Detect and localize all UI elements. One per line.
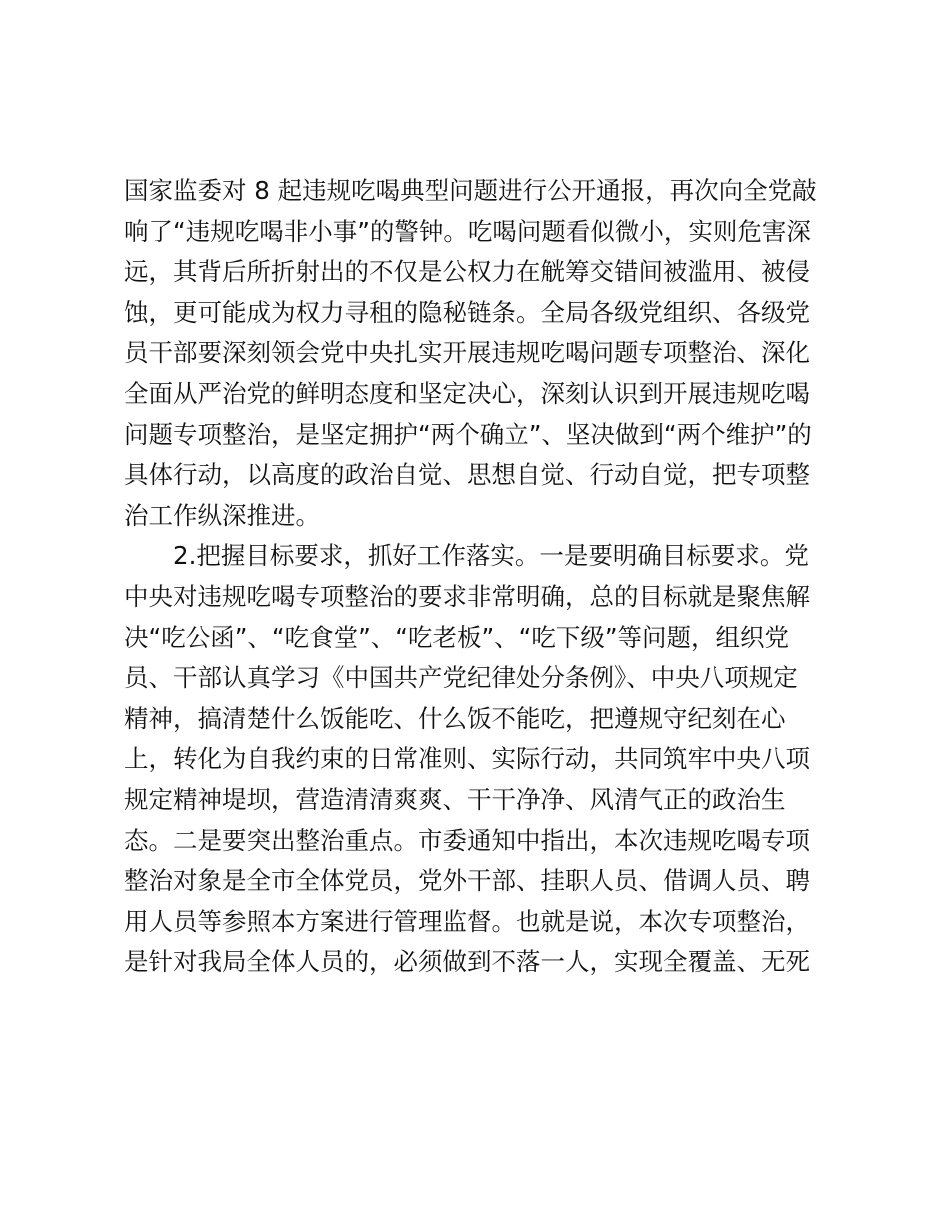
text-line-19: 用人员等参照本方案进行管理监督。也就是说，本次专项整治， xyxy=(124,906,810,936)
text-line-9: 治工作纵深推进。 xyxy=(124,500,320,530)
text-line-6: 全面从严治党的鲜明态度和坚定决心，深刻认识到开展违规吃喝 xyxy=(124,378,810,408)
text-line-4: 蚀，更可能成为权力寻租的隐秘链条。全局各级党组织、各级党 xyxy=(124,297,810,327)
text-line-5: 员干部要深刻领会党中央扎实开展违规吃喝问题专项整治、深化 xyxy=(124,338,810,368)
text-line-1: 国家监委对 8 起违规吃喝典型问题进行公开通报，再次向全党敲 xyxy=(124,176,817,205)
text-line-14: 精神，搞清楚什么饭能吃、什么饭不能吃，把遵规守纪刻在心 xyxy=(124,703,786,733)
text-line-7: 问题专项整治，是坚定拥护“两个确立”、坚决做到“两个维护”的 xyxy=(124,419,812,449)
text-line-8: 具体行动，以高度的政治自觉、思想自觉、行动自觉，把专项整 xyxy=(124,460,810,490)
text-line-3: 远，其背后所折射出的不仅是公权力在觥筹交错间被滥用、被侵 xyxy=(124,257,810,287)
text-line-13: 员、干部认真学习《中国共产党纪律处分条例》、中央八项规定 xyxy=(124,663,798,693)
text-line-17: 态。二是要突出整治重点。市委通知中指出，本次违规吃喝专项 xyxy=(124,825,810,855)
body-text xyxy=(124,171,826,983)
text-line-20: 是针对我局全体人员的，必须做到不落一人，实现全覆盖、无死 xyxy=(124,947,810,977)
text-line-18: 整治对象是全市全体党员，党外干部、挂职人员、借调人员、聘 xyxy=(124,866,810,896)
text-line-11: 中央对违规吃喝专项整治的要求非常明确，总的目标就是聚焦解 xyxy=(124,581,810,611)
text-line-2: 响了“违规吃喝非小事”的警钟。吃喝问题看似微小，实则危害深 xyxy=(124,216,811,246)
text-line-12: 决“吃公函”、“吃食堂”、“吃老板”、“吃下级”等问题，组织党 xyxy=(124,622,790,652)
text-line-15: 上，转化为自我约束的日常准则、实际行动，共同筑牢中央八项 xyxy=(124,744,810,774)
text-line-10: 2.把握目标要求，抓好工作落实。一是要明确目标要求。党 xyxy=(124,541,809,571)
text-line-16: 规定精神堤坝，营造清清爽爽、干干净净、风清气正的政治生 xyxy=(124,784,786,814)
